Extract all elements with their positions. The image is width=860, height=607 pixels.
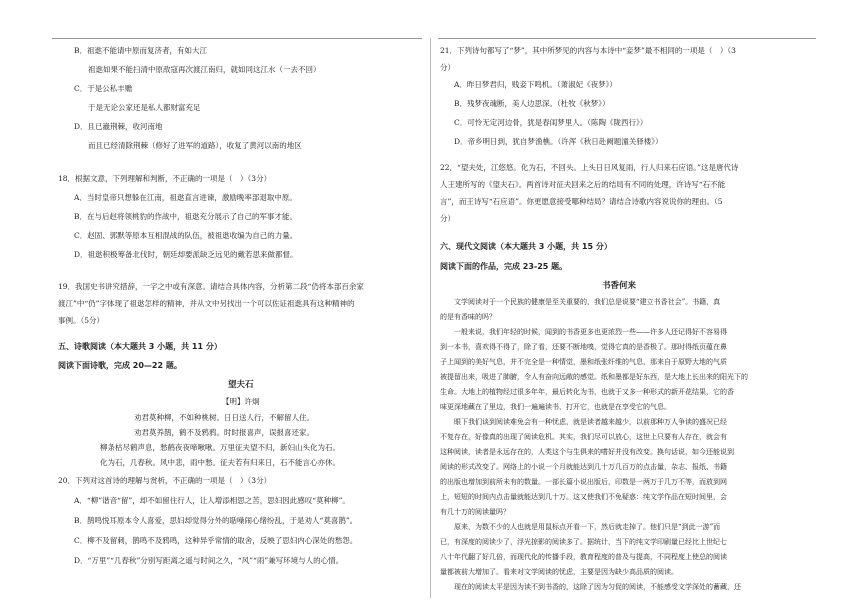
q18-option-d: D．祖逖积极筹备北伐时，朝廷却要派缺乏远见的戴若思来做都督。 bbox=[74, 250, 298, 259]
q18-option-a: A．当时皇帝只想躲在江南，祖逖直言进谏，激励晚率部退取中原。 bbox=[74, 193, 297, 202]
q17-option-b-translation: 祖逖如果不能扫清中原敌寇再次渡江南归，就如同这江水（一去不回） bbox=[88, 65, 321, 74]
article-line: 上，短短的时间内点击量就能达到几十万。这又使我们不免疑惑：纯文学作品在短时间里，会 bbox=[440, 493, 727, 501]
q18-option-b: B．在与后赵将领桃豹的作战中，祖逖充分展示了自己的军事才能。 bbox=[74, 212, 298, 221]
q19-line-1: 19．我国史书讲究措辞，一字之中或有深意。请结合具体内容，分析第二段“仍将本部百余家 bbox=[58, 282, 364, 291]
q21-stem-line-1: 21．下列诗句都写了“梦”，其中所梦见的内容与本诗中“妾梦”最不相同的一项是（ ）（3 bbox=[440, 46, 736, 55]
article-line: 八十年代翻了好几倍，而现代化的传播手段，教育程度的普及与提高，不同程度上使总的阅读 bbox=[440, 553, 727, 561]
q21-option-d: D．帝乡明日到，犹自梦渔樵。（许浑《秋日赴阙题潼关驿楼》） bbox=[454, 137, 663, 146]
right-top-rule bbox=[438, 38, 816, 39]
article-line: 的是有香味的吗？ bbox=[440, 313, 496, 321]
poem-line-4: 化为石，几春秋。风中悲，雨中愁。征夫若有归来日，石不能言心亦休。 bbox=[100, 458, 340, 467]
q17-option-b: B．祖逖不能请中原而复济者，有如大江 bbox=[74, 46, 208, 55]
article-line: 子上闻到的美好气息，并不完全是一种情觉，墨和纸张纤维的气息，那来自于原野大地的气质 bbox=[440, 358, 727, 366]
q18-option-c: C．赵固、郭默等原本互相混战的队伍，被祖逖收编为自己的力量。 bbox=[74, 231, 298, 240]
q20-stem: 20．下列对这首诗的理解与赏析，不正确的一项是（ ）（3分） bbox=[58, 476, 272, 485]
article-line: 味更深地藏在了里边，我们一遍遍读书，打开它，也就是在享受它的气息。 bbox=[440, 403, 671, 411]
poem-title: 望夫石 bbox=[228, 380, 254, 390]
q21-option-c: C．可怜无定河边骨，犹是春闺梦里人。（陈陶《陇西行》） bbox=[454, 118, 648, 127]
q17-option-c: C．于是公私丰赡 bbox=[74, 84, 133, 93]
article-line: 现在的阅读太平是因为读不到书香的，这除了因为匀促的阅读，不能感受文学深处的蓄藏，还 bbox=[440, 583, 741, 591]
q17-option-d-translation: 而且已经清除荆棘（修好了进军的道路），收复了黄河以南的地区 bbox=[88, 141, 302, 150]
section-6-instruction: 阅读下面的作品，完成 23-25 题。 bbox=[440, 262, 568, 271]
left-top-rule bbox=[52, 38, 422, 39]
poem-line-3: 柳条枯尽鹤声息，愁鹤夜夜啼啾啾。万里征夫望不归，新妇山头化为石。 bbox=[100, 443, 340, 452]
article-line: 原来，为数不少的人也就是用鼠标点开看一下，然后就走掉了。他们只是“到此一游”而 bbox=[440, 523, 721, 531]
article-line: 这种阅读，读者是永远存在的，人类这个与生俱来的嗜好并没有改变。换句话说，如今还能说到 bbox=[440, 448, 734, 456]
q20-option-d: D．“万里”“几春秋”分别写距离之遥与时间之久，“风”“雨”兼写环境与人的心情。 bbox=[74, 556, 344, 565]
q22-line-3: 言”，而王诗写“石应语”。你更愿意接受哪种结局？请结合诗歌内容说说你的理由。（5 bbox=[440, 197, 723, 206]
q21-stem-line-2: 分） bbox=[440, 63, 455, 72]
section-5-instruction: 阅读下面诗歌，完成 20—22 题。 bbox=[58, 361, 182, 370]
q20-option-c: C．柳不及留刺，鹊鸣不及鸦鸣，这种异乎常情的取舍，反映了思妇内心深处的愁怨。 bbox=[74, 536, 358, 545]
poem-line-2: 劝君莫养鹊，鹤不及鸦鸦。时时报喜声，误报喜还家。 bbox=[134, 428, 314, 437]
article-line: 生命。大地上的植物经过很多年年，最后转化为书，也就于又多一种形式的新开花结果，它的香 bbox=[440, 388, 734, 396]
q19-line-3: 事例。（5分） bbox=[58, 316, 105, 325]
poem-author: 【明】许炯 bbox=[222, 397, 260, 406]
article-line: 已，有深度的阅读少了，浮光掠影的阅读多了。据统计，当下的纯文学印刷量已经比上世纪七 bbox=[440, 538, 727, 546]
q20-option-b: B．鹊鸣悦耳原本令人喜爱，思妇却觉得分外的聒噪闹心绪纷乱，于是劝人“莫喜鹊”。 bbox=[74, 516, 358, 525]
q22-line-4: 分） bbox=[440, 214, 455, 223]
article-line: 文学阅读对于一个民族的健康是至关重要的，我们总是说要“建立书香社会”。书籍，真 bbox=[440, 298, 721, 306]
q21-option-b: B．残梦夜魂断，美人边思深。（杜牧《秋梦》） bbox=[454, 99, 610, 108]
article-line: 的出版也增加到前所未有的数量。一部长篇小说出版后，印数是一两万于几万不等，而放到网 bbox=[440, 478, 727, 486]
q19-line-2: 渡江”中“仍”字体现了祖逖怎样的精神，并从文中另找出一个可以佐证祖逖具有这种精神的 bbox=[58, 299, 355, 308]
q20-option-a: A．“柳”谐音“留”，却不如留住行人，让人增添相思之苦，思妇因此感叹“莫种柳”。 bbox=[74, 496, 350, 505]
article-line: 不复存在，好像真的出现了阅读危机。其实，我们尽可以放心，这世上只要有人存在，就会有 bbox=[440, 433, 727, 441]
q22-line-2: 人王建所写的《望夫石》。两首诗对征夫回来之后的结局有不同的处理，许诗写“石不能 bbox=[440, 180, 726, 189]
section-6-heading: 六、现代文阅读（本大题共 3 小题，共 15 分） bbox=[440, 242, 612, 251]
article-line: 一般来说，我们年轻的时候，闻到的书香更多也更浓烈一些——许多人还记得好不容易得 bbox=[440, 328, 727, 336]
q18-stem: 18．根据文意，下列理解和判断，不正确的一项是（ ）（3分） bbox=[58, 174, 272, 183]
article-line: 有几十万的阅读量吗？ bbox=[440, 508, 510, 516]
section-5-heading: 五、诗歌阅读（本大题共 3 小题，共 11 分） bbox=[58, 342, 222, 351]
q22-line-1: 22．“望夫处，江悠悠。化为石，不回头。上头日日风复雨，行人归来石应语。”这是唐代诗 bbox=[440, 163, 739, 172]
q17-option-d: D．且已嶻荆棘，收河南地 bbox=[74, 122, 163, 131]
q21-option-a: A．昨日梦君归，贱妾下鸣机。（萧淑妃《夜梦》） bbox=[454, 80, 617, 89]
article-title: 书香何来 bbox=[602, 281, 637, 291]
article-line: 被提留出来，吸进了肺腑，令人有奋向远敞的感觉。纸和墨都是好东西，是大地上长出来的阳光下的 bbox=[440, 373, 748, 381]
poem-line-1: 劝君莫种柳，不如种桃树。日日送人行，不解留人住。 bbox=[134, 413, 314, 422]
article-line: 到一本书，喜欢得不得了，除了看，还要不断地嗅，觉得它真的是香极了。那时得纸页蕴在鼻 bbox=[440, 343, 727, 351]
article-line: 量都被前大增加了。看来对文学阅读的忧虑，主要是因为缺少高品质的阅读。 bbox=[440, 568, 678, 576]
article-line: 阅读的形式改变了。网络上的小说一个月就能达到几十万几百万的点击量，杂志、报纸、书籍 bbox=[440, 463, 727, 471]
q17-option-c-translation: 于是无论公家还是私人都财富充足 bbox=[88, 103, 201, 112]
article-line: 眼下我们谈到阅读难免会有一种忧虑，就是读者越来越少，以前那种万人争读的盛况已经 bbox=[440, 418, 727, 426]
column-divider bbox=[430, 38, 431, 598]
